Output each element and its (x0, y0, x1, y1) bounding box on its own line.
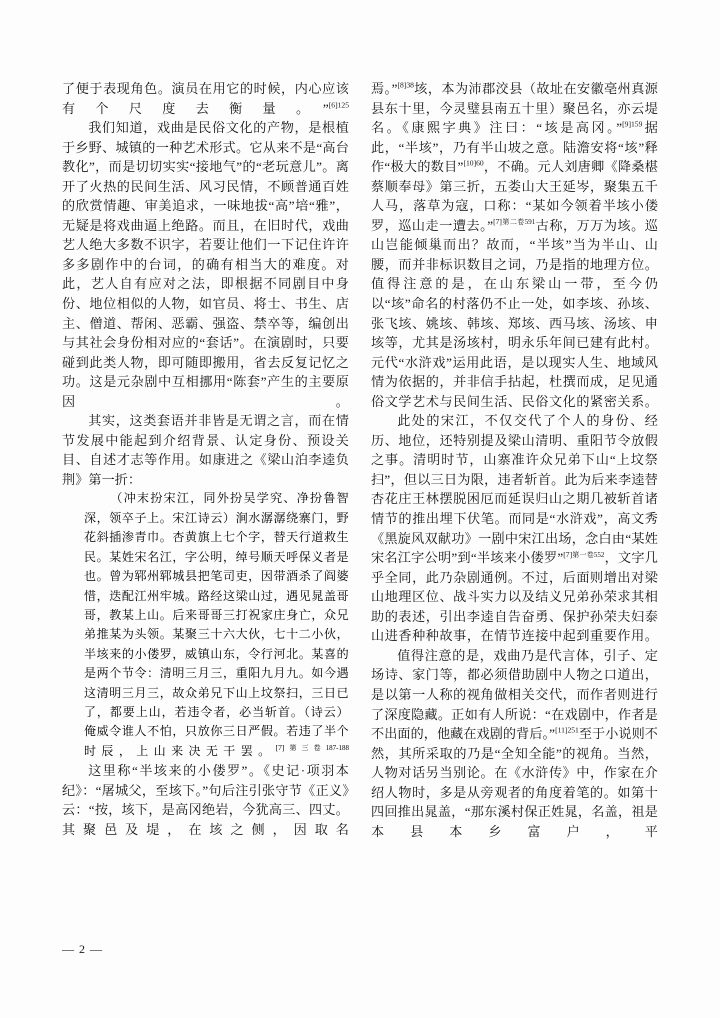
reference-page: 38 (406, 80, 414, 90)
reference-volume: 第二卷 (501, 218, 525, 227)
two-column-text-body (62, 79, 658, 939)
reference-volume: 第一卷 (572, 550, 594, 559)
paragraph-text-before: 值得注意的是，戏曲乃是代言体，引子、定场诗、家门等，都必须借助剧中人物之口道出，是以第一人称的视角做相关交代，而作者则进行了深度隐藏。正如有人所说：“在戏剧中，作者是不出面的，他藏在戏剧的背后。” (371, 647, 658, 742)
paragraph-text-after: ，文字几乎全同，此乃杂剧通例。不过，后面则增出对梁山地理区位、战斗实力以及结义兄弟孙荣求其相助的表述，引出李逵自告奋勇、保护孙荣夫妇泰山进香种种故事，在情节连接中起到重要作用。 (371, 550, 658, 644)
paragraph-text: 这里称“半垓来的小偻罗”。《史记·项羽本纪》：“屠城父，至垓下。”句后注引张守节《正义》云：“按，垓下，是高冈绝岩，今犹高三、四丈。其聚邑及堤，在垓之侧，因取名 (62, 763, 349, 837)
reference-number: [7] (563, 549, 573, 559)
reference-number: [11] (555, 725, 568, 735)
paragraph-text: 了便于表现角色。演员在用它的时候，内心应该有个尺度去衡量。” (62, 81, 349, 116)
paragraph-text-mid2: 据此，“半垓”，乃有半山坡之意。陆澹安将“垓”释作“极大的数目” (371, 120, 658, 175)
reference-page: 251 (567, 725, 579, 735)
paragraph-bangai-explanation (62, 761, 349, 839)
reference-page: 159 (630, 119, 643, 129)
right-column (371, 79, 658, 939)
reference-page: 125 (337, 100, 349, 110)
block-quote-drama-excerpt (62, 489, 349, 761)
reference-page: 187-188 (325, 743, 349, 752)
paragraph-set-phrases (62, 411, 349, 489)
paragraph-text-before: 此处的宋江，不仅交代了个人的身份、经历、地位，还特别提及梁山清明、重阳节令放假之事。清明时节，山寨准许众兄弟下山“上坟祭扫”，但以三日为限，违者斩首。此为后来李逵替杏花庄王林摆脱困厄而延误归山之期几被斩首诸情节的推出埋下伏笔。而同是“水浒戏”，高文秀《黑旋风双献功》一剧中宋江出场，念白由“某姓宋名江字公明”到“半垓来小偻罗” (371, 413, 658, 566)
reference-marker (276, 743, 349, 752)
reference-number: [7] (275, 742, 285, 752)
quote-text: （冲末扮宋江，同外扮吴学究、净扮鲁智深，领卒子上。宋江诗云）涧水潺潺绕寨门，野花斜插渗青巾。杏黄旗上七个字，替天行道救生民。某姓宋名江，字公明，绰号顺天呼保义者是也。曾为郓州郓城县把笔司吏，因带酒杀了阎婆惜，迭配江州牢城。路经这梁山过，遇见晁盖哥哥，教某上山。后来哥哥三打祝家庄身亡，众兄弟推某为头领。某聚三十六大伙，七十二小伙，半垓来的小偻罗，威镇山东，令行河北。某喜的是两个节令：清明三月三，重阳九月九。如今遇这清明三月三，故众弟兄下山上坟祭扫，三日已了，都要上山，若违令者，必当斩首。（诗云）俺威令谁人不怕，只放你三日严假。若违了半个时辰，上山来决无干罢。 (84, 491, 349, 758)
reference-number: [9] (622, 119, 631, 129)
reference-number: [7] (493, 217, 502, 227)
reference-page: 552 (593, 550, 605, 559)
paragraph-songjiang-identity (371, 411, 658, 646)
paragraph-text-mid3: ，不确。元人刘唐卿《降桑椹蔡顺奉母》第三折，五娄山大王延岑，聚集五千人马，落草为寇，口称：“某如今领着半垓小偻罗，巡山走一遭去。” (371, 159, 658, 233)
paragraph-text-after: 至于小说则不然，其所采取的乃是“全知全能”的视角。当然，人物对话另当别论。在《水浒传》中，作家在介绍人物时，多是从旁观者的角度着笔的。如第十四回推出晁盖，“那东溪村保正姓晁，名盖，祖是本县本乡富户，平 (371, 726, 659, 839)
paragraph-narrative-perspective (371, 646, 658, 841)
paragraph-text: 其实，这类套语并非皆是无谓之言，而在情节发展中能起到介绍背景、认定身份、预设关目、自述才志等作用。如康进之《梁山泊李逵负荆》第一折： (62, 413, 349, 487)
paragraph-folk-culture (62, 118, 349, 411)
page-number-folio: — 2 — (62, 942, 103, 956)
paragraph-text: 我们知道，戏曲是民俗文化的产物，是根植于乡野、城镇的一种艺术形式。它从来不是“高台教化”，而是切切实实“接地气”的“老玩意儿”。离开了火热的民间生活、风习民情，不顾普通百姓的欣赏情趣、审美追求，一味地拔“高”培“雅”，无疑是将戏曲逼上绝路。而且，在旧时代，戏曲艺人绝大多数不识字，若要让他们一下记住许许多多剧作中的台词，的确有相当大的难度。对此，艺人自有应对之法，即根据不同剧目中身份、地位相似的人物，如官员、将士、书生、店主、僧道、帮闲、恶霸、强盗、禁卒等，编创出与其社会身份相对应的“套话”。在演剧时，只要碰到此类人物，即可随即搬用，省去反复记忆之功。这是元杂剧中互相挪用“陈套”产生的主要原因。 (62, 120, 349, 409)
reference-page: 60 (476, 158, 484, 168)
reference-number: [8] (397, 80, 407, 90)
reference-marker-11 (555, 726, 579, 735)
reference-page: 591 (524, 218, 536, 227)
reference-volume: 第三卷 (284, 743, 326, 752)
reference-marker (329, 100, 349, 109)
reference-marker-7c (563, 550, 604, 559)
paragraph-continued-top-left (62, 79, 349, 118)
reference-marker-10 (463, 159, 483, 168)
left-column (62, 79, 349, 939)
reference-marker-8 (397, 81, 413, 90)
paragraph-text-before: 焉。” (371, 81, 398, 96)
reference-number: [10] (463, 158, 477, 168)
reference-marker-7b (493, 217, 535, 226)
paragraph-gai-etymology (371, 79, 658, 411)
reference-number: [6] (328, 100, 338, 110)
paragraph-text-mid: 垓，本为沛郡洨县（故址在安徽亳州真源县东十里，今灵璧县南五十里）聚邑名，亦云堤名。《康熙字典》注曰：“垓是高冈。” (371, 81, 658, 136)
paragraph-text-after: 古称，万万为垓。巡山岂能倾巢而出？故而，“半垓”当为半山、山腰，而并非标识数目之词，乃是指的地理方位。值得注意的是，在山东梁山一带，至今仍以“垓”命名的村落仍不止一处，如李垓、孙垓、张飞垓、姚垓、韩垓、郑垓、西马垓、汤垓、申垓等，尤其是汤垓村，明永乐年间已建有此村。元代“水浒戏”运用此语，是以现实人生、地域风情为依据的，并非信手拈起，杜撰而成，足见通俗文学艺术与民间生活、民俗文化的紧密关系。 (371, 217, 658, 409)
reference-marker-9 (622, 120, 642, 129)
